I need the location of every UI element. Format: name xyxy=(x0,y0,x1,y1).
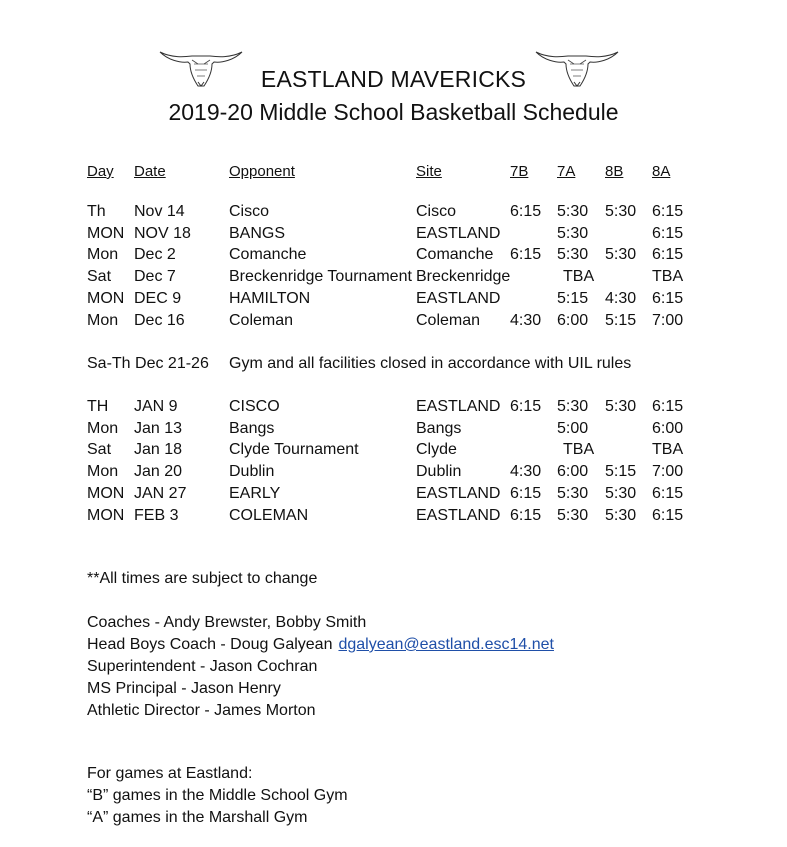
time-7b: 6:15 xyxy=(510,398,542,415)
game-day: MON xyxy=(87,485,125,502)
venues-heading: For games at Eastland: xyxy=(87,765,253,782)
schedule-note: **All times are subject to change xyxy=(87,570,318,587)
column-header-date: Date xyxy=(134,163,166,180)
time-8-tba: TBA xyxy=(652,441,684,458)
game-day: TH xyxy=(87,398,109,415)
time-8a: 7:00 xyxy=(652,312,684,329)
game-opponent: COLEMAN xyxy=(229,507,309,524)
game-day: Mon xyxy=(87,420,119,437)
game-site: EASTLAND xyxy=(416,290,501,307)
table-row xyxy=(0,290,787,310)
table-row xyxy=(0,463,787,483)
column-header-7b: 7B xyxy=(510,163,529,180)
game-site: Clyde xyxy=(416,441,457,458)
table-row xyxy=(0,246,787,266)
game-date: Dec 7 xyxy=(134,268,176,285)
game-day: Mon xyxy=(87,312,119,329)
time-8b: 5:15 xyxy=(605,463,637,480)
column-header-opponent: Opponent xyxy=(229,163,295,180)
game-site: Dublin xyxy=(416,463,462,480)
game-day: Sat xyxy=(87,441,112,458)
b-games-venue: “B” games in the Middle School Gym xyxy=(87,787,348,804)
closure-dates: Sa-Th Dec 21-26 xyxy=(87,355,209,372)
column-header-8b: 8B xyxy=(605,163,624,180)
game-day: Mon xyxy=(87,246,119,263)
table-row xyxy=(0,441,787,461)
time-7a: 5:15 xyxy=(557,290,589,307)
closure-row xyxy=(0,355,787,375)
table-row xyxy=(0,485,787,505)
head-coach-label: Head Boys Coach - Doug Galyean xyxy=(87,636,333,653)
time-7-tba: TBA xyxy=(563,268,595,285)
time-7-tba: TBA xyxy=(563,441,595,458)
time-8-tba: TBA xyxy=(652,268,684,285)
table-row xyxy=(0,420,787,440)
page-subtitle: 2019-20 Middle School Basketball Schedule xyxy=(168,99,619,125)
game-site: EASTLAND xyxy=(416,225,501,242)
time-7a: 6:00 xyxy=(557,312,589,329)
time-8b: 5:15 xyxy=(605,312,637,329)
time-7b: 6:15 xyxy=(510,485,542,502)
time-7a: 6:00 xyxy=(557,463,589,480)
time-7a: 5:30 xyxy=(557,485,589,502)
table-header-row xyxy=(0,163,787,183)
column-header-7a: 7A xyxy=(557,163,576,180)
time-7a: 5:30 xyxy=(557,225,589,242)
superintendent-line: Superintendent - Jason Cochran xyxy=(87,658,318,675)
time-8b: 5:30 xyxy=(605,398,637,415)
table-row xyxy=(0,203,787,223)
column-header-day: Day xyxy=(87,163,114,180)
game-opponent: BANGS xyxy=(229,225,286,242)
time-7b: 6:15 xyxy=(510,507,542,524)
time-8b: 5:30 xyxy=(605,485,637,502)
game-date: Dec 2 xyxy=(134,246,176,263)
game-date: NOV 18 xyxy=(134,225,191,242)
head-coach-email-link[interactable]: dgalyean@eastland.esc14.net xyxy=(338,636,554,653)
game-opponent: EARLY xyxy=(229,485,281,502)
time-8a: 6:15 xyxy=(652,485,684,502)
game-day: MON xyxy=(87,290,125,307)
time-8a: 6:15 xyxy=(652,225,684,242)
time-7a: 5:30 xyxy=(557,398,589,415)
game-day: Mon xyxy=(87,463,119,480)
time-8a: 6:15 xyxy=(652,203,684,220)
time-7b: 6:15 xyxy=(510,246,542,263)
time-7b: 4:30 xyxy=(510,463,542,480)
time-8a: 6:00 xyxy=(652,420,684,437)
a-games-venue: “A” games in the Marshall Gym xyxy=(87,809,308,826)
time-8b: 5:30 xyxy=(605,203,637,220)
game-day: Sat xyxy=(87,268,112,285)
time-8b: 5:30 xyxy=(605,507,637,524)
time-8a: 6:15 xyxy=(652,290,684,307)
game-day: Th xyxy=(87,203,106,220)
game-date: FEB 3 xyxy=(134,507,179,524)
time-7b: 6:15 xyxy=(510,203,542,220)
game-site: Coleman xyxy=(416,312,481,329)
time-8a: 6:15 xyxy=(652,398,684,415)
game-opponent: Clyde Tournament xyxy=(229,441,359,458)
game-site: EASTLAND xyxy=(416,507,501,524)
table-row xyxy=(0,225,787,245)
time-7b: 4:30 xyxy=(510,312,542,329)
game-date: Nov 14 xyxy=(134,203,185,220)
game-site: EASTLAND xyxy=(416,398,501,415)
head-coach-line xyxy=(87,636,554,654)
game-site: Breckenridge xyxy=(416,268,511,285)
athletic-director-line: Athletic Director - James Morton xyxy=(87,702,316,719)
table-row xyxy=(0,507,787,527)
time-7a: 5:00 xyxy=(557,420,589,437)
table-row xyxy=(0,268,787,288)
time-8a: 6:15 xyxy=(652,507,684,524)
coaches-line: Coaches - Andy Brewster, Bobby Smith xyxy=(87,614,367,631)
game-date: Jan 20 xyxy=(134,463,183,480)
table-row xyxy=(0,312,787,332)
game-day: MON xyxy=(87,225,125,242)
game-opponent: HAMILTON xyxy=(229,290,311,307)
game-date: Jan 18 xyxy=(134,441,183,458)
time-7a: 5:30 xyxy=(557,246,589,263)
column-header-8a: 8A xyxy=(652,163,671,180)
game-opponent: Dublin xyxy=(229,463,275,480)
time-8b: 5:30 xyxy=(605,246,637,263)
column-header-site: Site xyxy=(416,163,442,180)
game-opponent: Breckenridge Tournament xyxy=(229,268,412,285)
game-opponent: Comanche xyxy=(229,246,307,263)
game-site: Comanche xyxy=(416,246,494,263)
table-row xyxy=(0,398,787,418)
game-opponent: Coleman xyxy=(229,312,294,329)
time-8b: 4:30 xyxy=(605,290,637,307)
game-site: Cisco xyxy=(416,203,457,220)
time-8a: 6:15 xyxy=(652,246,684,263)
game-date: Jan 13 xyxy=(134,420,183,437)
game-site: Bangs xyxy=(416,420,462,437)
closure-text: Gym and all facilities closed in accordance with UIL rules xyxy=(229,355,632,372)
time-7a: 5:30 xyxy=(557,507,589,524)
time-7a: 5:30 xyxy=(557,203,589,220)
page-title: EASTLAND MAVERICKS xyxy=(260,66,527,92)
game-date: JAN 9 xyxy=(134,398,178,415)
game-day: MON xyxy=(87,507,125,524)
game-opponent: CISCO xyxy=(229,398,280,415)
principal-line: MS Principal - Jason Henry xyxy=(87,680,281,697)
game-site: EASTLAND xyxy=(416,485,501,502)
game-date: Dec 16 xyxy=(134,312,185,329)
game-date: JAN 27 xyxy=(134,485,187,502)
game-opponent: Bangs xyxy=(229,420,275,437)
game-date: DEC 9 xyxy=(134,290,182,307)
game-opponent: Cisco xyxy=(229,203,270,220)
time-8a: 7:00 xyxy=(652,463,684,480)
